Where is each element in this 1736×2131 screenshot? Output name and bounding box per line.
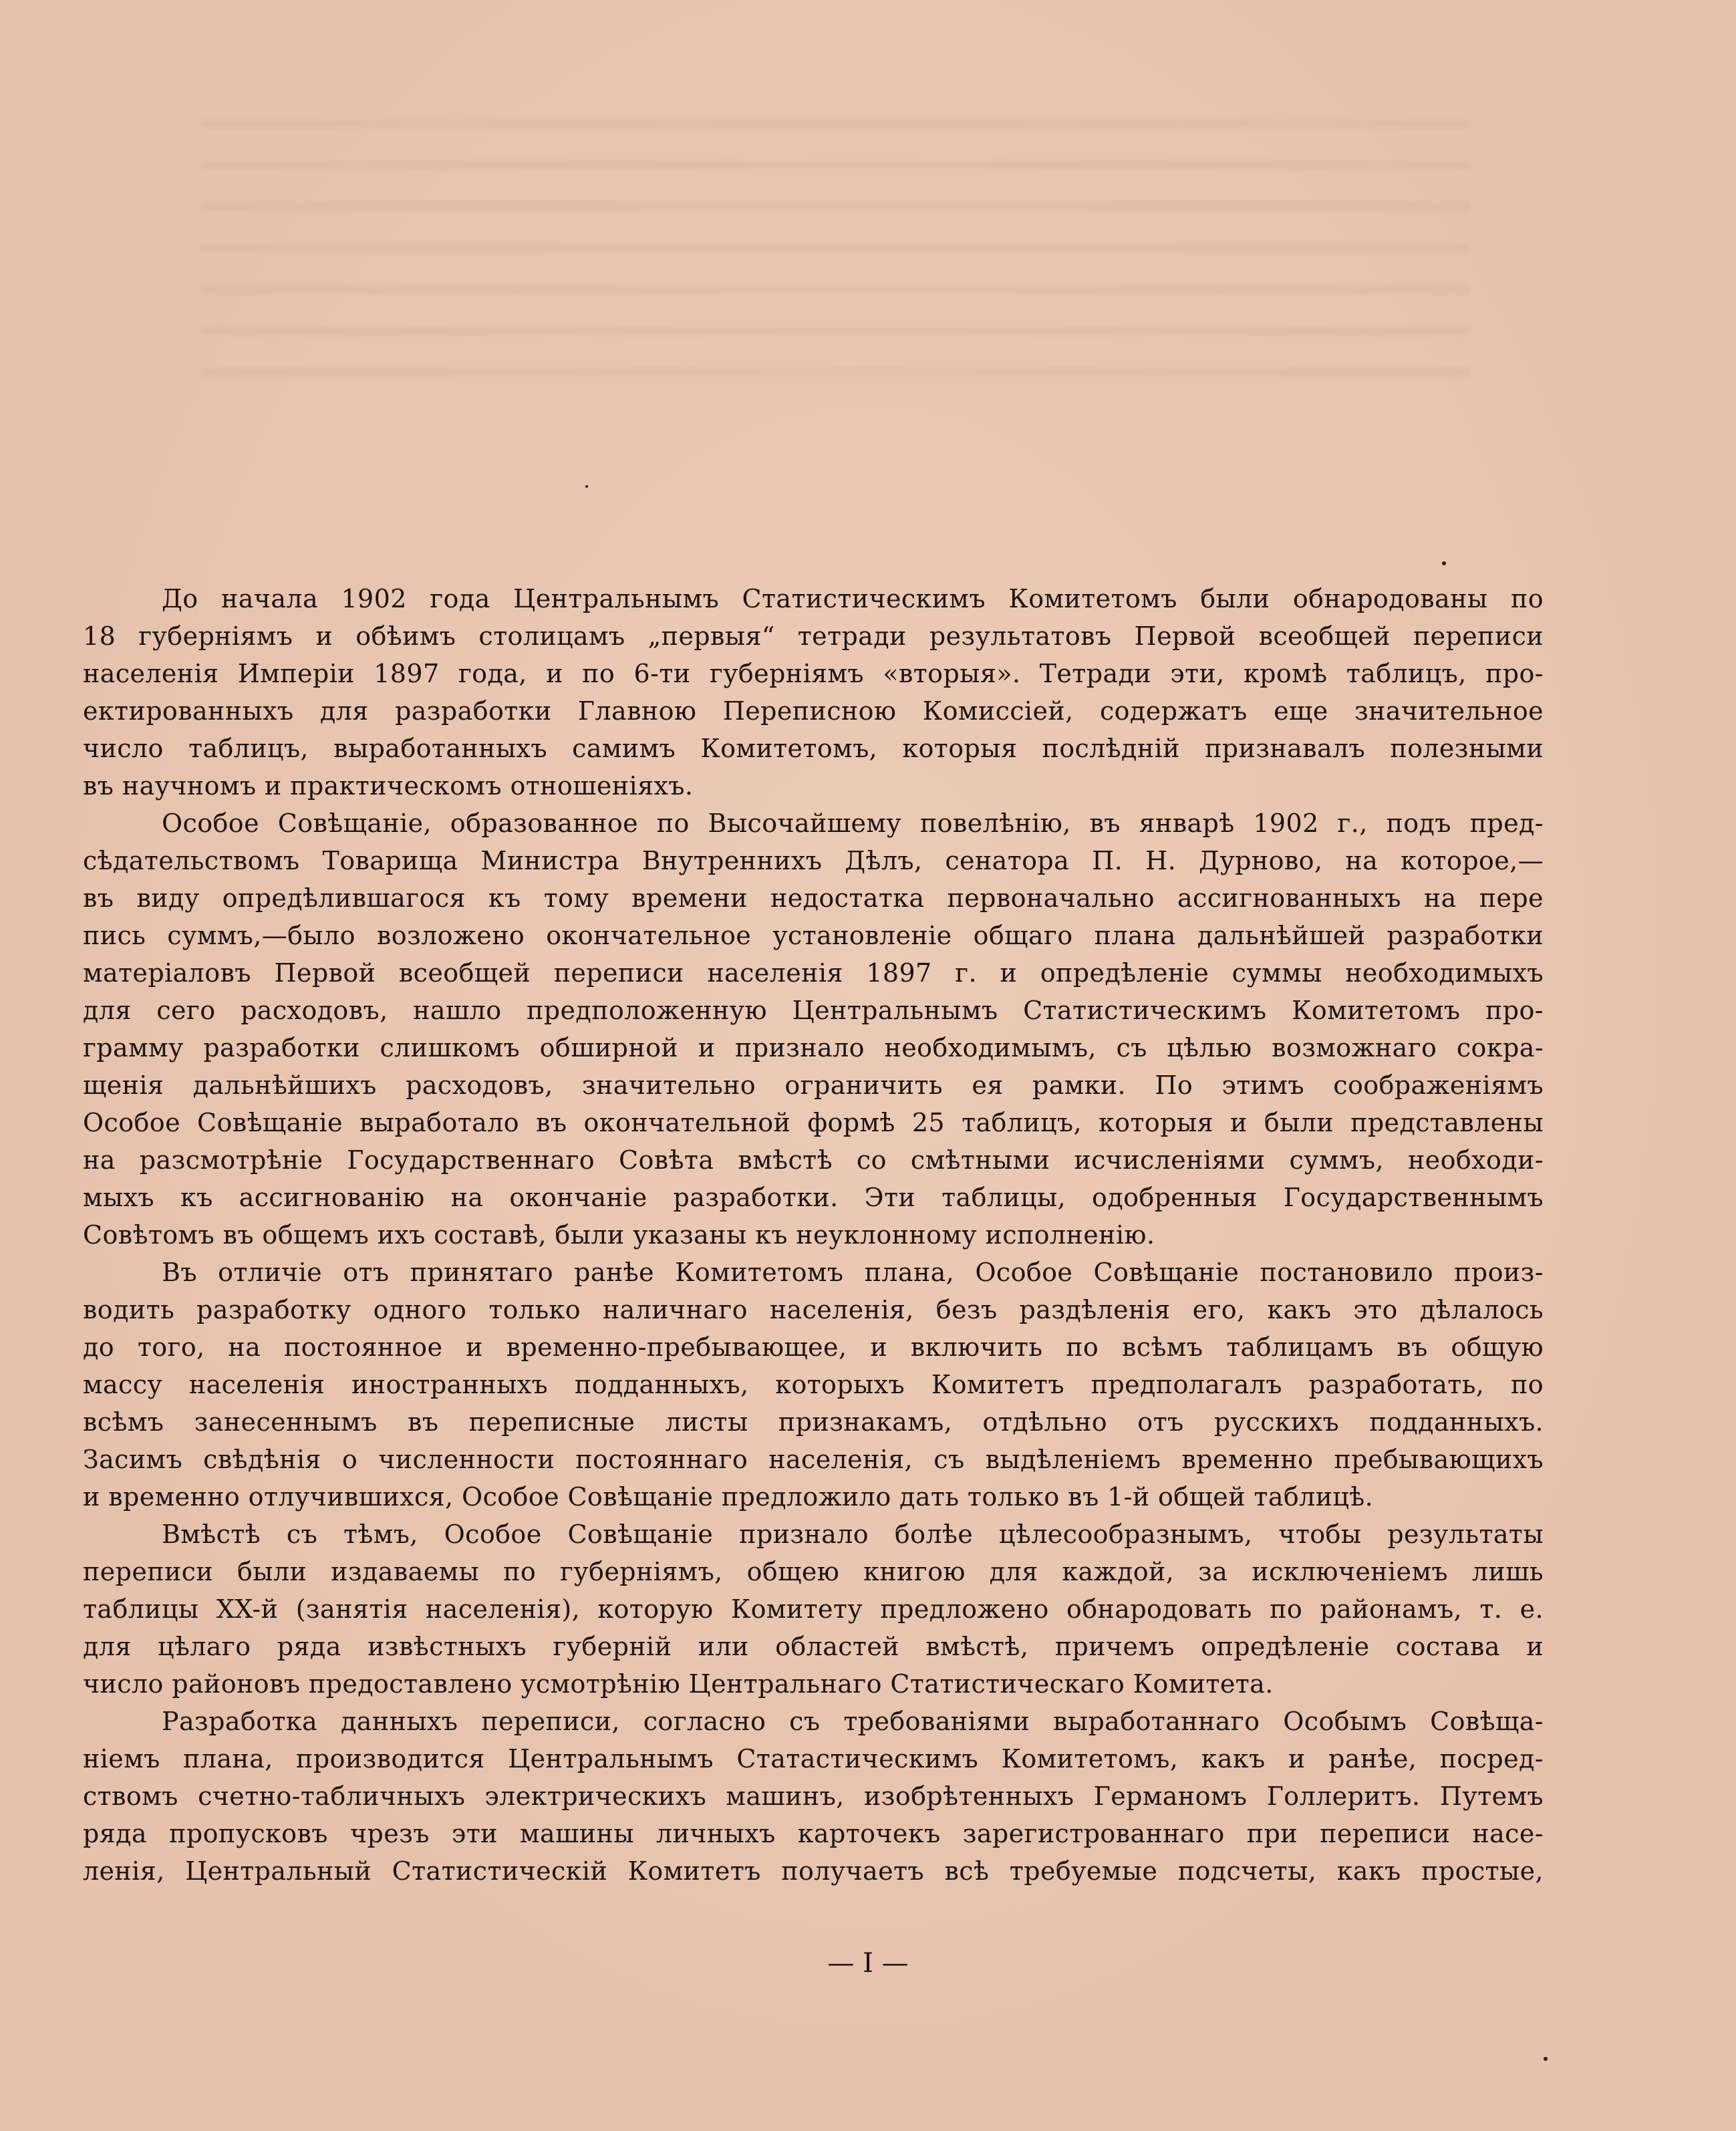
text-line: ряда пропусковъ чрезъ эти машины личныхъ карточекъ зарегистрованнаго при переписи насе- (83, 1819, 1544, 1848)
text-line: 18 губерніямъ и обѣимъ столицамъ „первыя“ тетради результатовъ Первой всеобщей переписи (83, 621, 1544, 651)
text-line: щенія дальнѣйшихъ расходовъ, значительно ограничить ея рамки. По этимъ соображеніямъ (83, 1071, 1544, 1100)
paper-speck (1544, 2057, 1548, 2061)
paragraph (83, 580, 1544, 805)
text-line: всѣмъ занесеннымъ въ переписные листы признакамъ, отдѣльно отъ русскихъ подданныхъ. (83, 1407, 1544, 1437)
text-line: для сего расходовъ, нашло предположенную Центральнымъ Статистическимъ Комитетомъ про- (83, 996, 1544, 1025)
paragraph (83, 1516, 1544, 1703)
bleed-through-texture (200, 94, 1470, 401)
text-line: Особое Совѣщаніе, образованное по Высочайшему повелѣнію, въ январѣ 1902 г., подъ пред- (162, 809, 1544, 838)
text-line: До начала 1902 года Центральнымъ Статистическимъ Комитетомъ были обнародованы по (162, 584, 1544, 613)
text-line: на разсмотрѣніе Государственнаго Совѣта вмѣстѣ со смѣтными исчисленіями суммъ, необходи- (83, 1145, 1544, 1175)
text-line: Въ отличіе отъ принятаго ранѣе Комитетомъ плана, Особое Совѣщаніе постановило произ- (162, 1258, 1544, 1287)
text-line: ленія, Центральный Статистическій Комитетъ получаетъ всѣ требуемые подсчеты, какъ простые, (83, 1856, 1544, 1886)
text-line: въ научномъ и практическомъ отношеніяхъ. (83, 771, 694, 801)
text-line: Засимъ свѣдѣнія о численности постояннаго населенія, съ выдѣленіемъ временно пребывающихъ (83, 1445, 1544, 1474)
paragraph (83, 1254, 1544, 1516)
text-line: до того, на постоянное и временно-пребывающее, и включить по всѣмъ таблицамъ въ общую (83, 1332, 1544, 1362)
text-line: таблицы XX-й (занятія населенія), которую Комитету предложено обнародовать по районамъ, т. е. (83, 1594, 1544, 1624)
text-line: водить разработку одного только наличнаго населенія, безъ раздѣленія его, какъ это дѣлалось (83, 1295, 1544, 1324)
text-line: число таблицъ, выработанныхъ самимъ Комитетомъ, которыя послѣдній признавалъ полезными (83, 734, 1544, 763)
text-line: пись суммъ,—было возложено окончательное установленіе общаго плана дальнѣйшей разработки (83, 921, 1544, 950)
text-line: ніемъ плана, производится Центральнымъ Статастическимъ Комитетомъ, какъ и ранѣе, посред- (83, 1744, 1544, 1773)
paper-speck (1442, 561, 1446, 565)
text-line: ствомъ счетно-табличныхъ электрическихъ машинъ, изобрѣтенныхъ Германомъ Голлеритъ. Путемъ (83, 1782, 1544, 1811)
text-line: Вмѣстѣ съ тѣмъ, Особое Совѣщаніе признало болѣе цѣлесообразнымъ, чтобы результаты (162, 1520, 1544, 1549)
text-line: сѣдательствомъ Товарища Министра Внутреннихъ Дѣлъ, сенатора П. Н. Дурново, на которое,— (83, 846, 1544, 875)
text-line: матеріаловъ Первой всеобщей переписи населенія 1897 г. и опредѣленіе суммы необходимыхъ (83, 958, 1544, 988)
text-line: грамму разработки слишкомъ обширной и признало необходимымъ, съ цѣлью возможнаго сокра- (83, 1033, 1544, 1062)
paragraph (83, 805, 1544, 1254)
paragraph (83, 1703, 1544, 1890)
text-line: и временно отлучившихся, Особое Совѣщаніе предложило дать только въ 1-й общей таблицѣ. (83, 1482, 1374, 1512)
text-line: для цѣлаго ряда извѣстныхъ губерній или областей вмѣстѣ, причемъ опредѣленіе состава и (83, 1632, 1544, 1661)
text-line: мыхъ къ ассигнованію на окончаніе разработки. Эти таблицы, одобренныя Государственнымъ (83, 1183, 1544, 1212)
text-line: число районовъ предоставлено усмотрѣнію Центральнаго Статистическаго Комитета. (83, 1669, 1274, 1699)
text-line: въ виду опредѣлившагося къ тому времени недостатка первоначально ассигнованныхъ на пере (83, 883, 1544, 913)
body-text (83, 580, 1544, 1890)
text-line: Разработка данныхъ переписи, согласно съ требованіями выработаннаго Особымъ Совѣща- (162, 1707, 1544, 1736)
text-line: переписи были издаваемы по губерніямъ, общею книгою для каждой, за исключеніемъ лишь (83, 1557, 1544, 1586)
page-number: — I — (827, 1948, 909, 1979)
text-line: Особое Совѣщаніе выработало въ окончательной формѣ 25 таблицъ, которыя и были представлены (83, 1108, 1544, 1137)
text-line: Совѣтомъ въ общемъ ихъ составѣ, были указаны къ неуклонному исполненію. (83, 1220, 1155, 1250)
text-line: ектированныхъ для разработки Главною Переписною Комиссіей, содержатъ еще значительное (83, 696, 1544, 726)
text-line: массу населенія иностранныхъ подданныхъ, которыхъ Комитетъ предполагалъ разработать, по (83, 1370, 1544, 1399)
paper-speck (585, 485, 588, 488)
text-line: населенія Имперіи 1897 года, и по 6-ти губерніямъ «вторыя». Тетради эти, кромѣ таблицъ, про- (83, 659, 1544, 688)
